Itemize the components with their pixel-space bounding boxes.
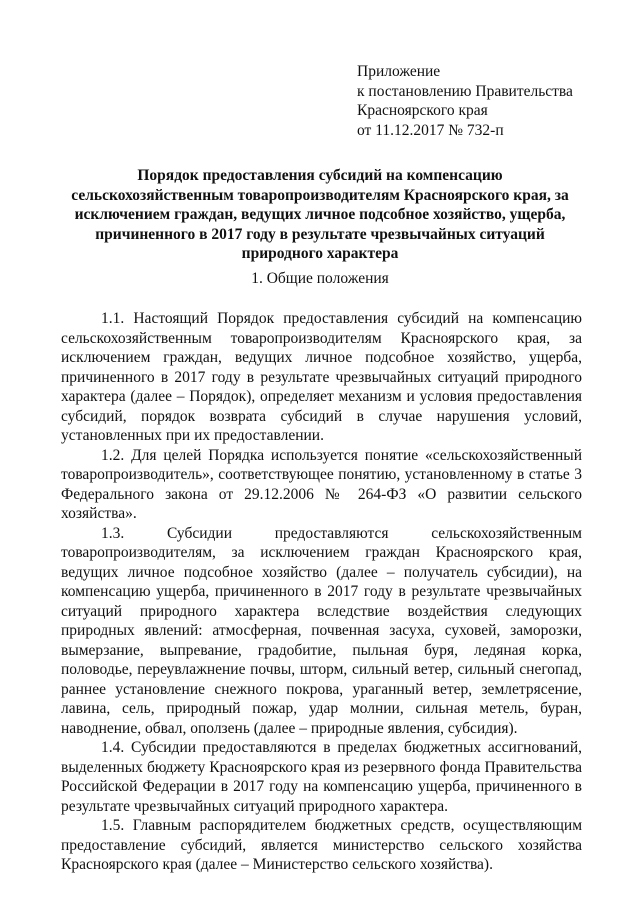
document-body — [61, 309, 582, 875]
paragraph-1-2: 1.2. Для целей Порядка используется понятие «сельскохозяйственный товаропроизводитель», соответствующее понятию, установленному в статье 3 Федерального закона от 29.12.2006 № 264-ФЗ «О развитии сельского хозяйства». — [61, 446, 582, 522]
appendix-line-4: от 11.12.2017 № 732-п — [357, 121, 504, 139]
paragraph-1-3: 1.3. Субсидии предоставляются сельскохозяйственным товаропроизводителям, за исключением граждан Красноярского края, ведущих личное подсобное хозяйство (далее – получатель субсидии), на компенсацию ущерба, причиненного в 2017 году в результате чрезвычайных ситуаций природного характера вследствие воздействия следующих природных явлений: атмосферная, почвенная засуха, суховей, заморозки, вымерзание, выпревание, градобитие, пыльная буря, ледяная корка, половодье, переувлажнение почвы, шторм, сильный ветер, сильный снегопад, раннее установление снежного покрова, ураганный ветер, землетрясение, лавина, сель, природный пожар, удар молнии, сильная метель, буран, наводнение, обвал, оползень (далее – природные явления, субсидия). — [61, 524, 582, 737]
appendix-line-3: Красноярского края — [357, 102, 488, 119]
paragraph-1-5: 1.5. Главным распорядителем бюджетных средств, осуществляющим предоставление субсидий, является министерство сельского хозяйства Красноярского края (далее – Министерство сельского хозяйства). — [61, 817, 582, 873]
paragraph-1-4: 1.4. Субсидии предоставляются в пределах бюджетных ассигнований, выделенных бюджету Красноярского края из резервного фонда Правительства Российской Федерации в 2017 году на компенсацию ущерба, причиненного в результате чрезвычайных ситуаций природного характера. — [61, 739, 582, 815]
section-heading: 1. Общие положения — [251, 270, 389, 287]
appendix-line-2: к постановлению Правительства — [357, 82, 573, 100]
document-title: Порядок предоставления субсидий на компенсацию сельскохозяйственным товаропроизводителям Красноярского края, за исключением граждан, ведущих личное подсобное хозяйство, ущерба, причиненного в 2017 году в результате чрезвычайных ситуаций природного характера — [71, 167, 569, 262]
appendix-line-1: Приложение — [357, 63, 441, 80]
paragraph-1-1: 1.1. Настоящий Порядок предоставления субсидий на компенсацию сельскохозяйственным товаропроизводителям Красноярского края, за исключением граждан, ведущих личное подсобное хозяйство, ущерба, причиненного в 2017 году в результате чрезвычайных ситуаций природного характера (далее – Порядок), определяет механизм и условия предоставления субсидий, порядок возврата субсидий в случае нарушения условий, установленных при их предоставлении. — [61, 310, 582, 444]
appendix-block — [357, 62, 573, 140]
